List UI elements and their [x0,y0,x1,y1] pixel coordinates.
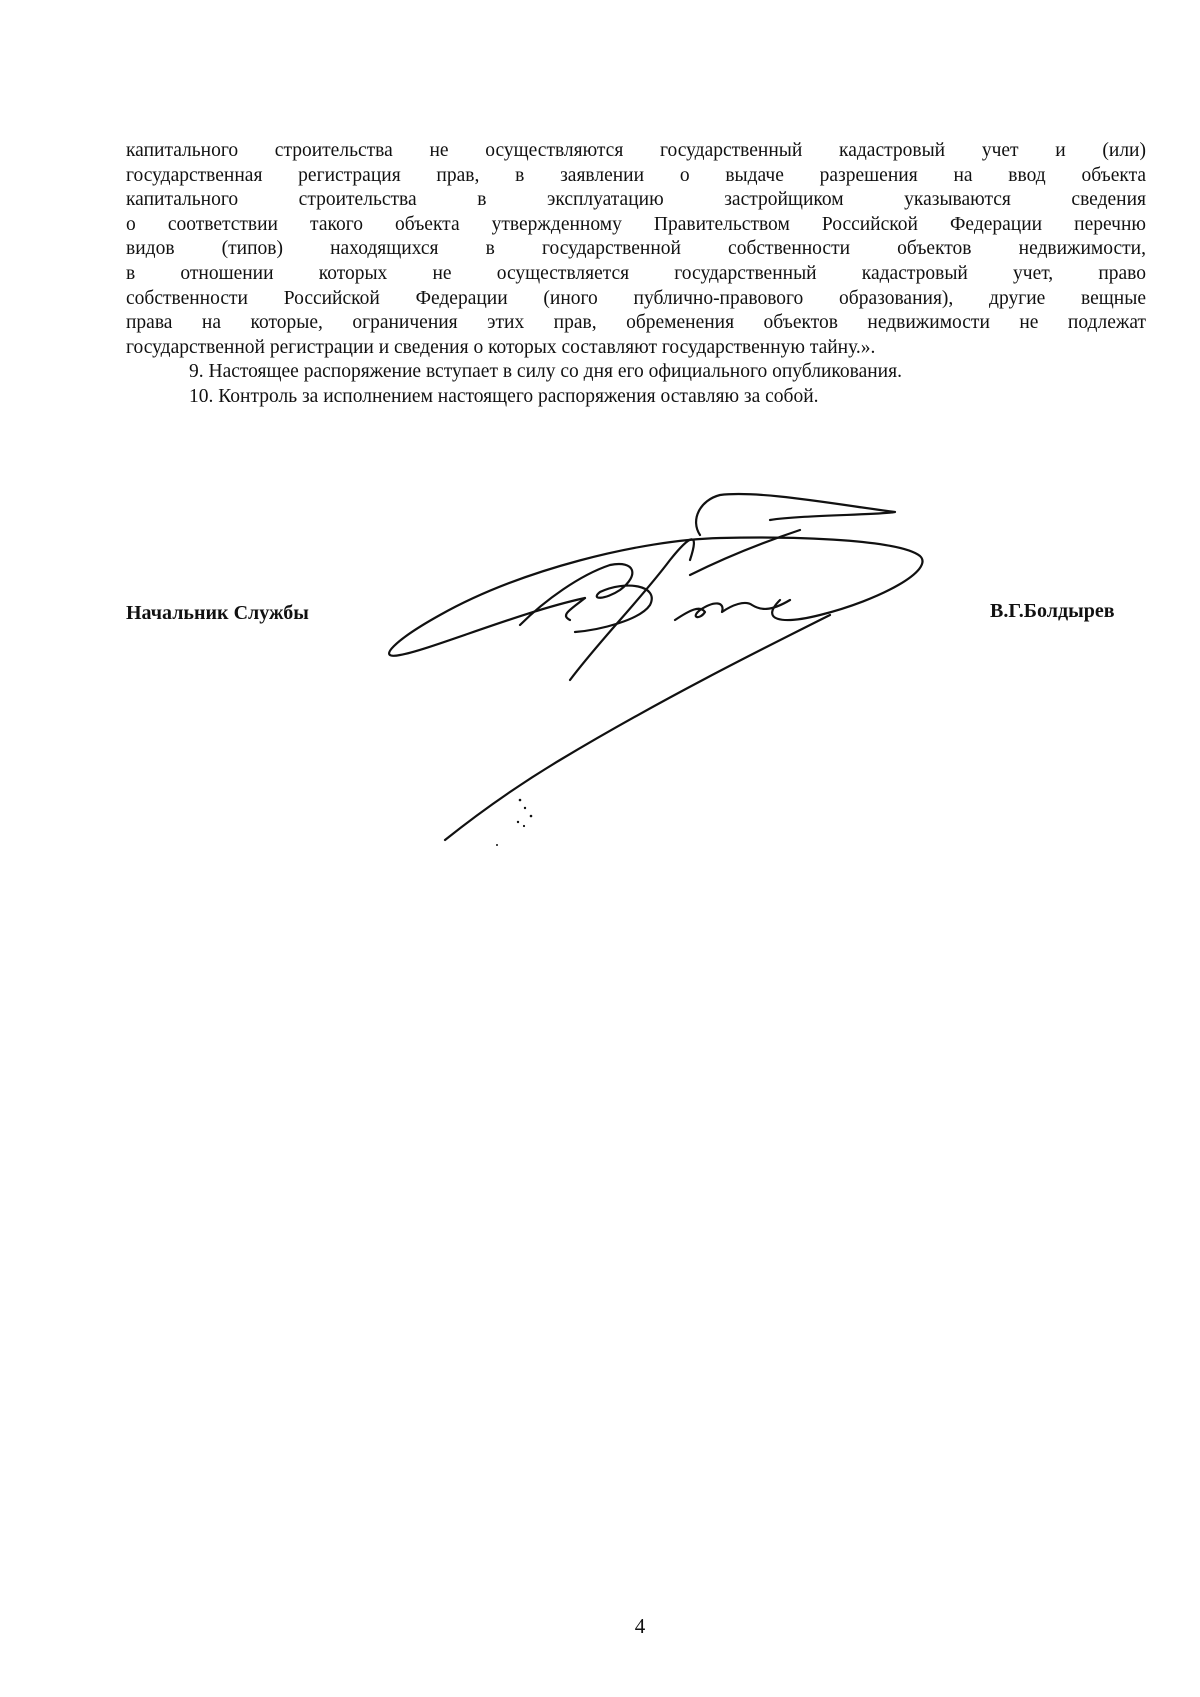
signatory-name: В.Г.Болдырев [990,600,1115,622]
text-line: государственной регистрации и сведения о которых составляют государственную тайну.». [126,336,876,358]
text-line: государственная регистрация прав, в заявлении о выдаче разрешения на ввод объекта [126,164,1146,186]
text-line: права на которые, ограничения этих прав, обременения объектов недвижимости не подлежат [126,312,1146,334]
paragraph-9: 9. Настоящее распоряжение вступает в силу со дня его официального опубликования. [189,361,902,383]
signatory-title: Начальник Службы [126,602,309,624]
text-line: видов (типов) находящихся в государственной собственности объектов недвижимости, [126,238,1146,260]
document-body [126,139,1146,410]
text-line: о соответствии такого объекта утвержденному Правительством Российской Федерации перечню [126,213,1146,235]
text-line: капитального строительства не осуществляются государственный кадастровый учет и (или) [126,140,1146,161]
text-line: в отношении которых не осуществляется государственный кадастровый учет, право [126,262,1146,284]
text-line: собственности Российской Федерации (иного публично-правового образования), другие вещные [126,287,1146,309]
paragraph-10: 10. Контроль за исполнением настоящего распоряжения оставляю за собой. [189,385,819,407]
page-number: 4 [634,1614,646,1638]
text-line: капитального строительства в эксплуатацию застройщиком указываются сведения [126,189,1146,211]
